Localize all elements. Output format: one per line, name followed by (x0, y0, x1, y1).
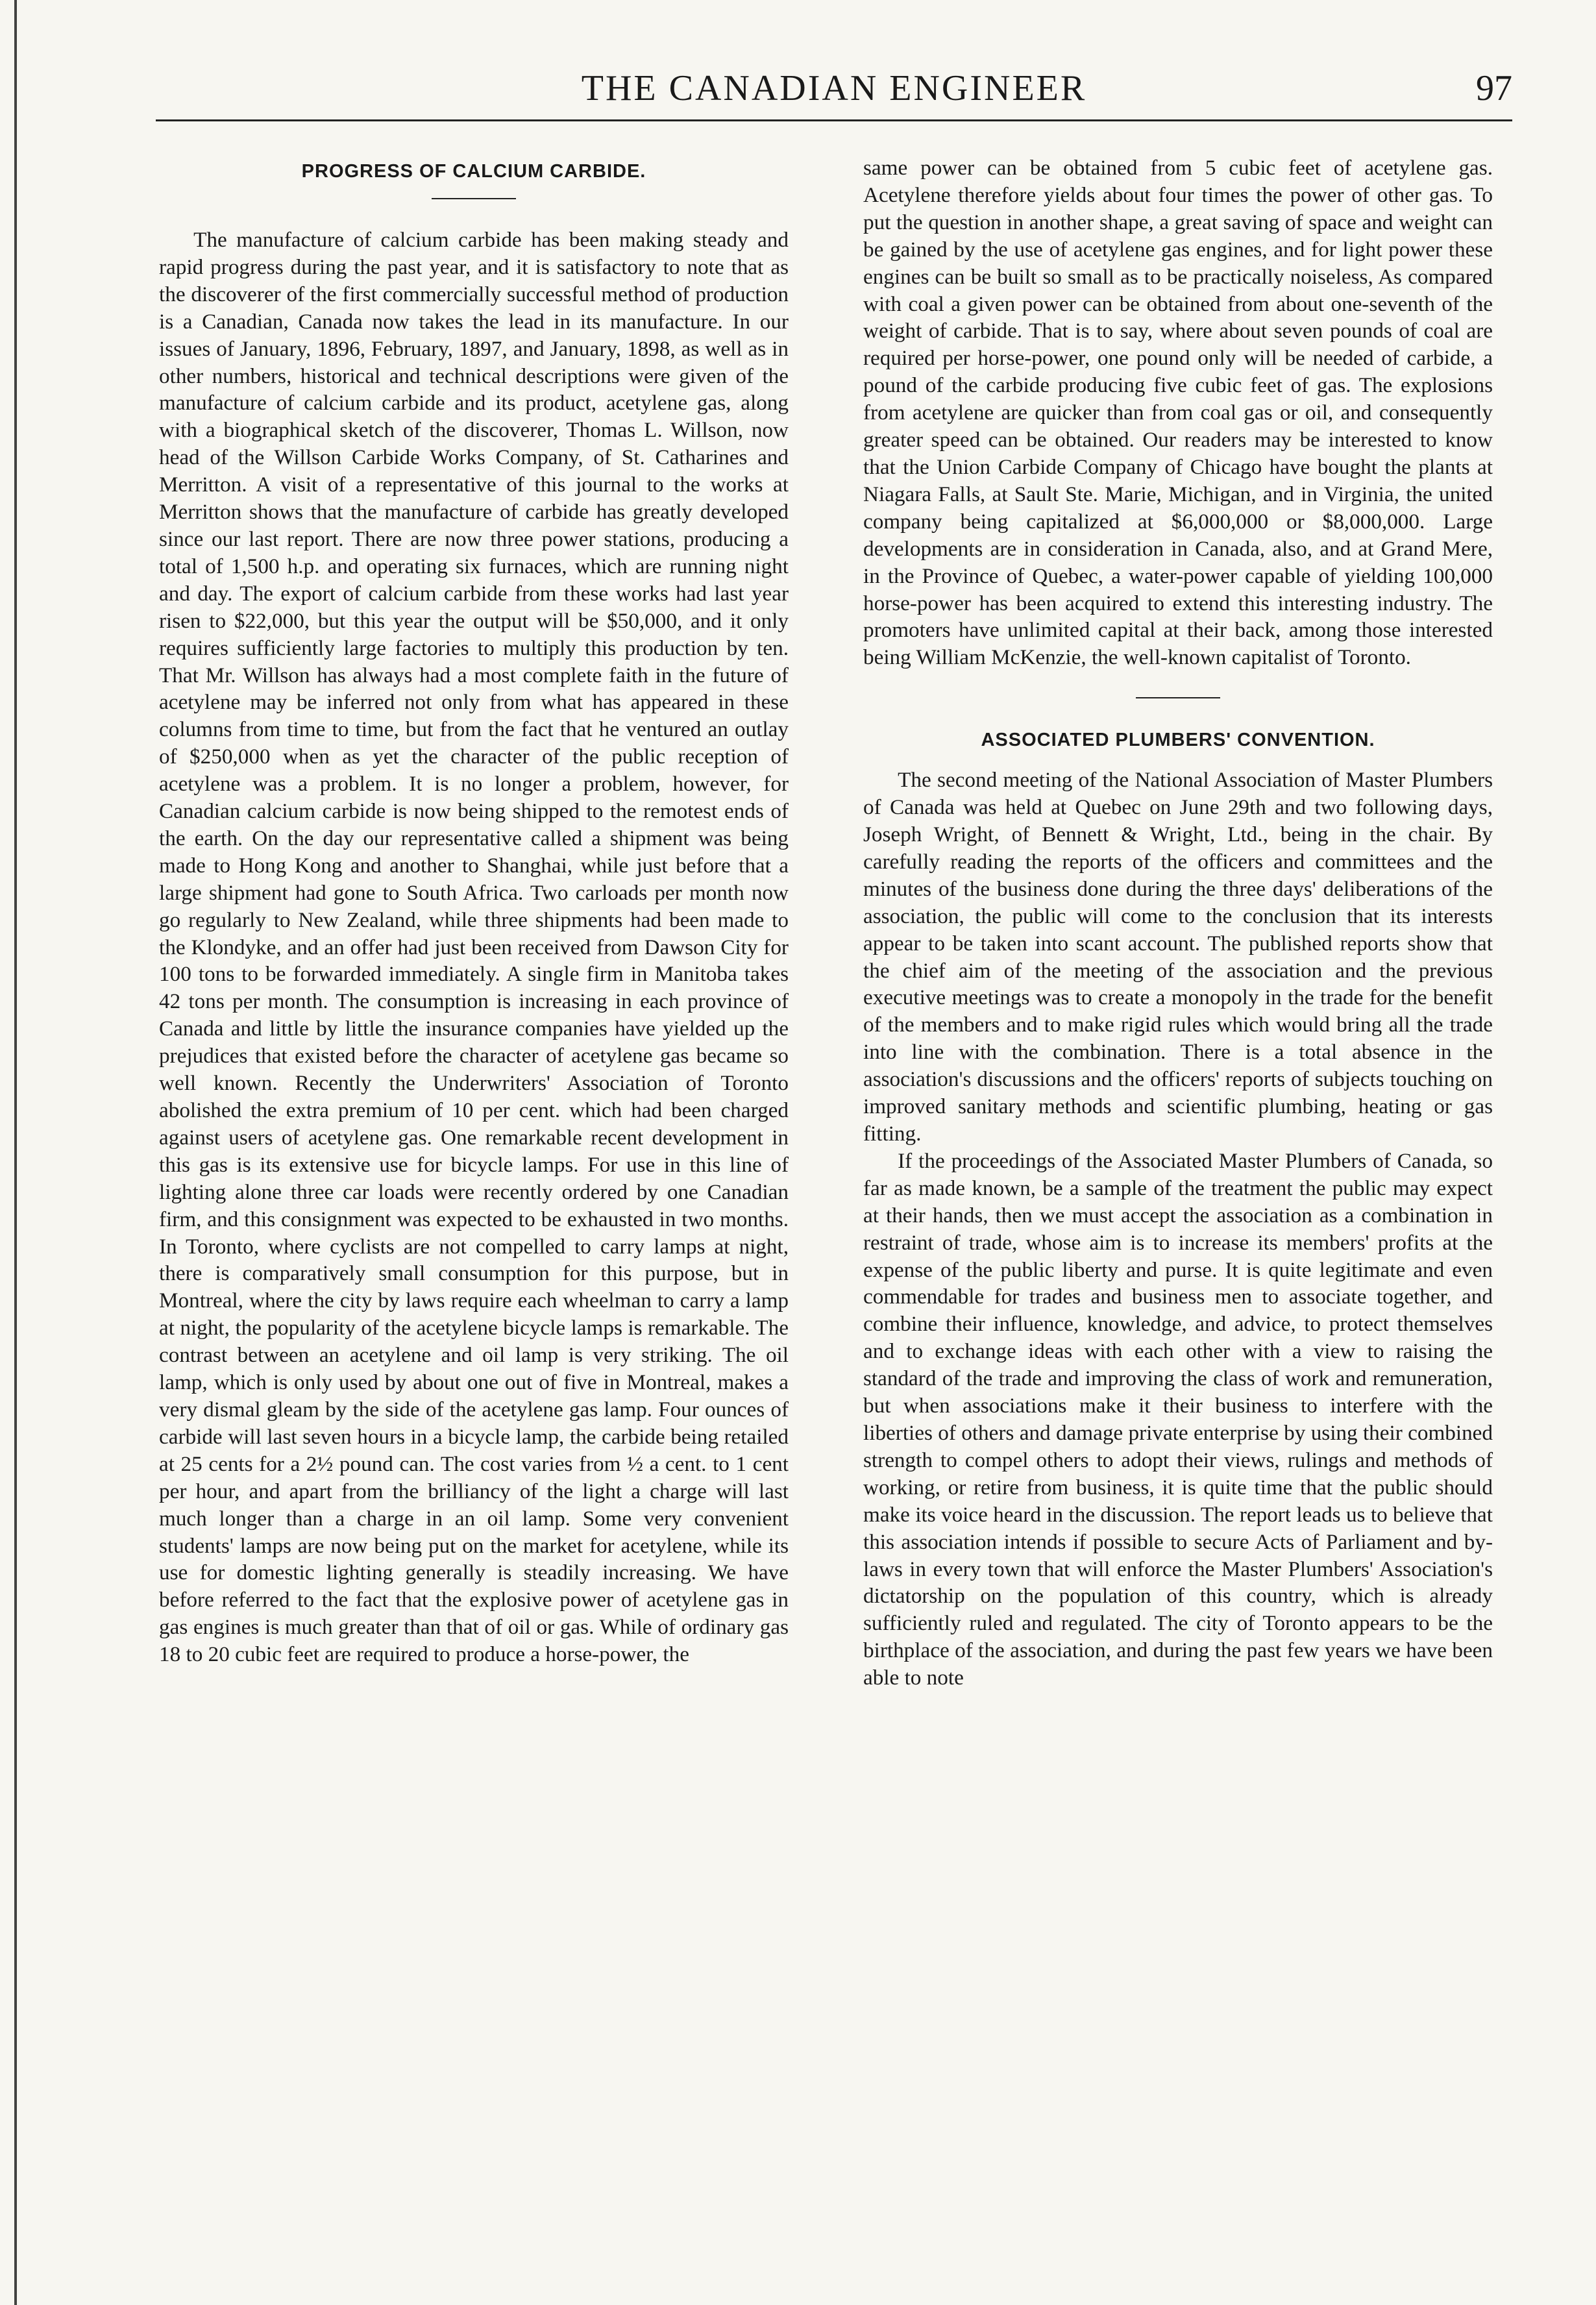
page-number: 97 (1476, 68, 1512, 108)
header-rule (156, 119, 1512, 121)
page-binding-edge (14, 0, 18, 2305)
article-paragraph: The second meeting of the National Association of Master Plumbers of Canada was held at Quebec on June 29th and two following days, Joseph Wright, of Bennett & Wright, Ltd., being in the chair. By carefully reading the reports of the officers and committees and the minutes of the business done during the three days' deliberations of the association, the public will come to the conclusion that its interests appear to be taken into scant account. The published reports show that the chief aim of the meeting of the association and the previous executive meetings was to create a monopoly in the trade for the benefit of the members and to make rigid rules which would bring all the trade into line with the combination. There is a total absence in the association's discussions and the officers' reports of subjects touching on improved sanitary methods and scientific plumbing, heating or gas fitting. (863, 768, 1493, 1146)
article-paragraph-continued: same power can be obtained from 5 cubic feet of acetylene gas. Acetylene therefore yields about four times the power of other gas. To put the question in another shape, a great saving of space and weight can be gained by the use of acetylene gas engines, and for light power these engines can be built so small as to be practically noiseless, As compared with coal a given power can be obtained from about one-seventh of the weight of carbide. That is to say, where about seven pounds of coal are required per horse-power, one pound only will be needed of carbide, a pound of the carbide producing five cubic feet of gas. The explosions from acetylene are quicker than from coal gas or oil, and consequently greater speed can be obtained. Our readers may be interested to know that the Union Carbide Company of Chicago have bought the plants at Niagara Falls, at Sault Ste. Marie, Michigan, and in Virginia, the united company being capitalized at $6,000,000 or $8,000,000. Large developments are in consideration in Canada, also, and at Grand Mere, in the Province of Quebec, a water-power capable of yielding 100,000 horse-power has been acquired to extend this interesting industry. The promoters have unlimited capital at their back, among those interested being William McKenzie, the well-known capitalist of Toronto. (863, 156, 1493, 670)
article-paragraph: The manufacture of calcium carbide has been making steady and rapid progress during the past year, and it is satisfactory to note that as the discoverer of the first commercially successful method of production is a Canadian, Canada now takes the lead in its manufacture. In our issues of January, 1896, February, 1897, and January, 1898, as well as in other numbers, historical and technical descriptions were given of the manufacture of calcium carbide and its product, acetylene gas, along with a biographical sketch of the discoverer, Thomas L. Willson, now head of the Willson Carbide Works Company, of St. Catharines and Merritton. A visit of a representative of this journal to the works at Merritton shows that the manufacture of carbide has greatly developed since our last report. There are now three power stations, producing a total of 1,500 h.p. and operating six furnaces, which are running night and day. The export of calcium carbide from these works had last year risen to $22,000, but this year the output will be $50,000, and it only requires sufficiently large factories to multiply this production by ten. That Mr. Willson has always had a most complete faith in the future of acetylene may be inferred not only from what has appeared in these columns from time to time, but from the fact that he ventured an outlay of $250,000 when as yet the character of the public reception of acetylene was a problem. It is no longer a problem, however, for Canadian calcium carbide is now being shipped to the remotest ends of the earth. On the day our representative called a shipment was being made to Hong Kong and another to Shanghai, while just before that a large shipment had gone to South Africa. Two carloads per month now go regularly to New Zealand, while three shipments had been made to the Klondyke, and an offer had just been received from Dawson City for 100 tons to be forwarded immediately. A single firm in Manitoba takes 42 tons per month. The consumption is increasing in each province of Canada and little by little the insurance companies have yielded up the prejudices that existed before the character of acetylene gas became so well known. Recently the Underwriters' Association of Toronto abolished the extra premium of 10 per cent. which had been charged against users of acetylene gas. One remarkable recent development in this gas is its extensive use for bicycle lamps. For use in this line of lighting alone three car loads were recently ordered by one Canadian firm, and this consignment was expected to be exhausted in two months. In Toronto, where cyclists are not compelled to carry lamps at night, there is comparatively small consumption for this purpose, but in Montreal, where the city by laws require each wheelman to carry a lamp at night, the popularity of the acetylene bicycle lamps is remarkable. The contrast between an acetylene and oil lamp is very striking. The oil lamp, which is only used by about one out of five in Montreal, makes a very dismal gleam by the side of the acetylene gas lamp. Four ounces of carbide will last seven hours in a bicycle lamp, the carbide being retailed at 25 cents for a 2½ pound can. The cost varies from ½ a cent. to 1 cent per hour, and apart from the brilliancy of the light a charge will last much longer than a charge in an oil lamp. Some very convenient students' lamps are now being put on the market for acetylene, while its use for domestic lighting generally is steadily increasing. We have before referred to the fact that the explosive power of acetylene gas in gas engines is much greater than that of oil or gas. While of ordinary gas 18 to 20 cubic feet are required to produce a horse-power, the (159, 228, 789, 1667)
left-column (159, 154, 789, 1668)
journal-title: THE CANADIAN ENGINEER (581, 68, 1087, 108)
right-column (863, 154, 1493, 1692)
article-title-calcium-carbide: PROGRESS OF CALCIUM CARBIDE. (301, 161, 646, 182)
page-header (156, 65, 1512, 123)
article-title-plumbers-convention: ASSOCIATED PLUMBERS' CONVENTION. (981, 730, 1375, 751)
article-paragraph: If the proceedings of the Associated Master Plumbers of Canada, so far as made known, be a sample of the treatment the public may expect at their hands, then we must accept the association as a combination in restraint of trade, whose aim is to increase its members' profits at the expense of the public liberty and purse. It is quite legitimate and even commendable for trades and business men to associate together, and combine their influence, knowledge, and advice, to protect themselves and to exchange ideas with each other with a view to raising the standard of the trade and improving the class of work and remuneration, but when associations make it their business to interfere with the liberties of others and damage private enterprise by using their combined strength to compel others to adopt their views, rulings and methods of working, or retire from business, it is quite time that the public should make its voice heard in the discussion. The report leads us to believe that this association intends if possible to secure Acts of Parliament and by-laws in every town that will enforce the Master Plumbers' Association's dictatorship on the population of this country, which is already sufficiently ruled and regulated. The city of Toronto appears to be the birthplace of the association, and during the past few years we have been able to note (863, 1148, 1493, 1690)
article-divider (1136, 697, 1220, 698)
title-divider (432, 198, 516, 199)
